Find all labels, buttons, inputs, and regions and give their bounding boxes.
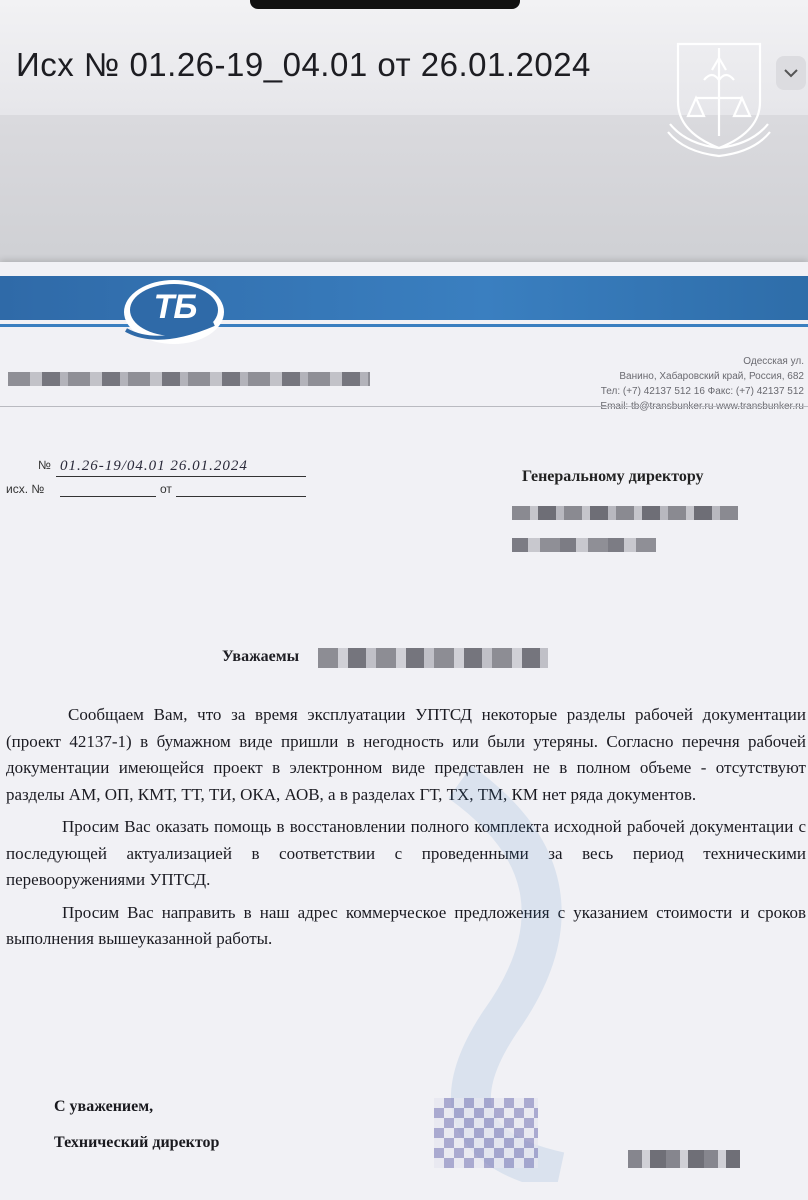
logo-text: ТБ — [153, 288, 197, 326]
closing-salutation: С уважением, — [54, 1098, 154, 1115]
handwritten-reference: 01.26-19/04.01 26.01.2024 — [60, 458, 248, 474]
greeting: Уважаемы — [222, 648, 300, 665]
redacted-company-name — [8, 372, 370, 386]
letter-sheet — [0, 262, 808, 1200]
redacted-addressee-line-2 — [512, 538, 656, 552]
outgoing-reference: Исх № 01.26-19_04.01 от 26.01.2024 — [16, 46, 591, 83]
device-notch — [250, 0, 520, 9]
contact-line: Одесская ул. — [743, 356, 804, 367]
from-underline — [176, 496, 306, 497]
addressee-title: Генеральному директору — [522, 468, 704, 485]
expand-button[interactable] — [776, 56, 806, 90]
redacted-signer-name — [628, 1150, 740, 1168]
prosecutor-emblem-icon — [666, 40, 772, 158]
company-contacts — [504, 354, 804, 414]
from-label: от — [160, 482, 172, 496]
incoming-no-underline — [60, 496, 156, 497]
incoming-no-label: исх. № — [6, 482, 45, 496]
redacted-addressee-line-1 — [512, 506, 738, 520]
contact-line: Тел: (+7) 42137 512 16 Факс: (+7) 42137 512 — [600, 386, 804, 397]
body-paragraph-2: Просим Вас оказать помощь в восстановлении полного комплекта исходной рабочей документации с последующей актуализацией в соответствии с проведенными за весь период техническими перевооружениями УПТСД. — [6, 817, 806, 889]
body-paragraph-1: Сообщаем Вам, что за время эксплуатации УПТСД некоторые разделы рабочей документации (проект 42137-1) в бумажном виде пришли в негодность или были утеряны. Согласно перечня рабочей документации имеющейся проект в электронном виде представлен не в полном объеме - отсутствуют разделы АМ, ОП, КМТ, ТТ, ТИ, ОКА, АОВ, а в разделах ГТ, ТХ, ТМ, КМ нет ряда документов. — [6, 705, 806, 804]
contact-line: Ванино, Хабаровский край, Россия, 682 — [619, 371, 804, 382]
redacted-signature — [434, 1098, 538, 1168]
reference-underline — [56, 476, 306, 477]
body-paragraph-3: Просим Вас направить в наш адрес коммерческое предложения с указанием стоимости и сроков выполнения вышеуказанной работы. — [6, 902, 806, 948]
reference-no-label: № — [38, 458, 51, 472]
chevron-down-icon — [783, 68, 799, 78]
redacted-greeting-name — [318, 648, 548, 668]
address-rule — [0, 406, 808, 407]
signer-title: Технический директор — [54, 1134, 220, 1151]
